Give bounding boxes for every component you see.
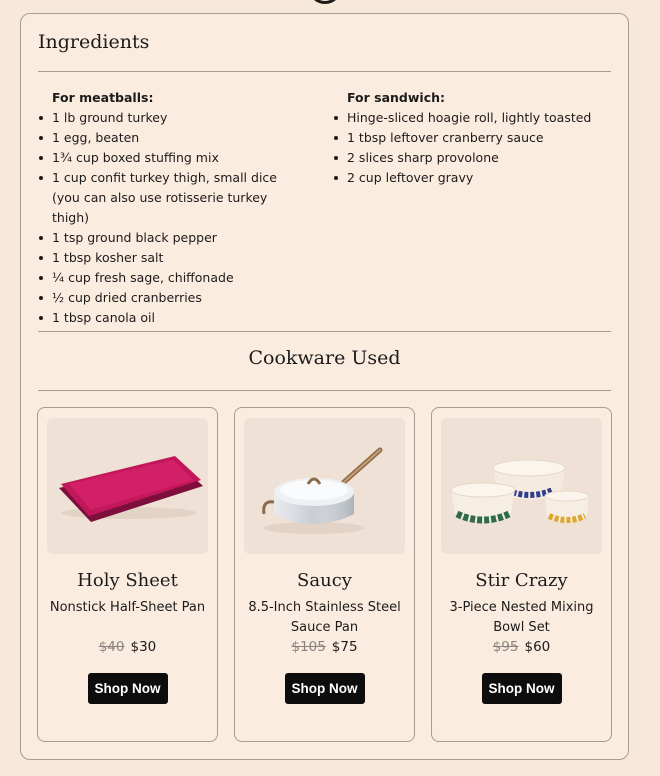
ingredients-title: Ingredients <box>38 31 150 53</box>
sandwich-heading: For sandwich: <box>347 90 445 105</box>
list-item: 1 tbsp leftover cranberry sauce <box>330 128 620 148</box>
sandwich-list <box>330 88 620 188</box>
product-card-stir-crazy[interactable] <box>431 407 612 742</box>
list-item: 2 slices sharp provolone <box>330 148 620 168</box>
list-item: Hinge-sliced hoagie roll, lightly toasted <box>330 108 620 128</box>
original-price: $95 <box>492 639 519 655</box>
product-description: 8.5-Inch Stainless Steel Sauce Pan <box>248 600 401 635</box>
meatballs-list <box>35 88 305 328</box>
list-item: ½ cup dried cranberries <box>35 288 305 308</box>
product-description: 3-Piece Nested Mixing Bowl Set <box>449 600 594 635</box>
product-name[interactable]: Saucy <box>297 570 352 591</box>
divider <box>38 71 611 72</box>
divider <box>38 331 611 332</box>
sale-price: $30 <box>130 639 157 655</box>
sale-price: $60 <box>524 639 551 655</box>
list-item: 1 tsp ground black pepper <box>35 228 305 248</box>
product-price <box>432 639 611 655</box>
cookware-title: Cookware Used <box>248 347 401 369</box>
list-item: 1¾ cup boxed stuffing mix <box>35 148 305 168</box>
product-price <box>38 639 217 655</box>
sheet-pan-image[interactable] <box>47 418 208 554</box>
list-item: ¼ cup fresh sage, chiffonade <box>35 268 305 288</box>
product-card-saucy[interactable] <box>234 407 415 742</box>
original-price: $105 <box>291 639 326 655</box>
logo-icon <box>308 0 342 4</box>
list-item: 1 cup confit turkey thigh, small dice (you can also use rotisserie turkey thigh) <box>35 168 305 228</box>
original-price: $40 <box>98 639 125 655</box>
list-item: 1 egg, beaten <box>35 128 305 148</box>
recipe-card <box>20 13 629 760</box>
mixing-bowls-image[interactable] <box>441 418 602 554</box>
product-price <box>235 639 414 655</box>
list-item: 2 cup leftover gravy <box>330 168 620 188</box>
shop-now-button[interactable]: Shop Now <box>285 673 365 704</box>
list-item: 1 tbsp canola oil <box>35 308 305 328</box>
meatballs-heading: For meatballs: <box>52 90 154 105</box>
divider <box>38 390 611 391</box>
product-card-holy-sheet[interactable] <box>37 407 218 742</box>
sale-price: $75 <box>331 639 358 655</box>
product-description: Nonstick Half-Sheet Pan <box>49 600 206 615</box>
shop-now-button[interactable]: Shop Now <box>88 673 168 704</box>
list-item: 1 lb ground turkey <box>35 108 305 128</box>
product-name[interactable]: Holy Sheet <box>77 570 178 591</box>
product-name[interactable]: Stir Crazy <box>475 570 568 591</box>
list-item: 1 tbsp kosher salt <box>35 248 305 268</box>
sauce-pan-image[interactable] <box>244 418 405 554</box>
shop-now-button[interactable]: Shop Now <box>482 673 562 704</box>
